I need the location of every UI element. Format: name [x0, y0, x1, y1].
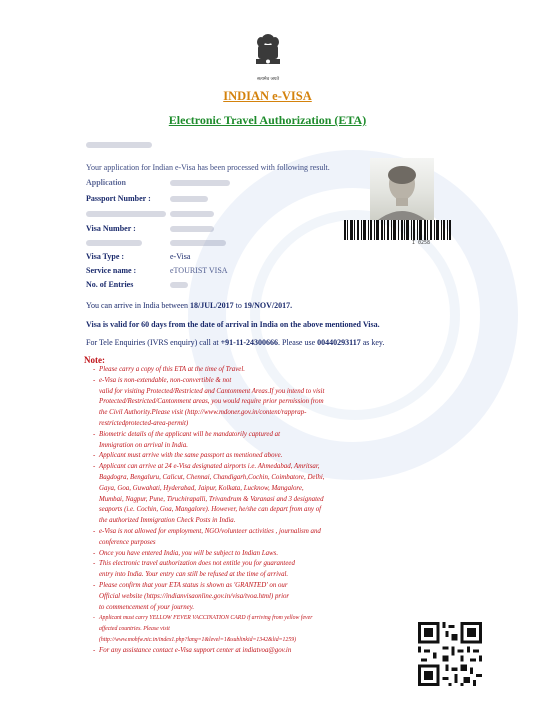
arrival-from-date: 18/JUL/2017 [190, 301, 234, 310]
note-text: e-Visa is not allowed for employment, NGO/volunteer activities , journalism and [99, 527, 321, 535]
note-text-continued: Mumbai, Nagpur, Pune, Tiruchirapalli, Trivandrum & Varanasi and 3 designated [99, 495, 324, 503]
note-text: Once you have entered India, you will be subject to Indian Laws. [99, 549, 279, 557]
page-subtitle: Electronic Travel Authorization (ETA) [168, 113, 367, 127]
redacted-application-id [170, 180, 230, 186]
note-bullet: - [93, 560, 96, 568]
note-bullet: - [93, 581, 96, 589]
note-text-continued: Protected/Restricted/Cantonment areas, you would require prior permission from [99, 398, 324, 406]
entries-label: No. of Entries [86, 280, 134, 289]
barcode [344, 220, 452, 242]
note-text: This electronic travel authorization does not entitle you for guaranteed [99, 560, 295, 568]
passport-label: Passport Number : [86, 194, 151, 203]
note-text-continued: Immigration on arrival in India. [99, 441, 189, 449]
note-bullet: - [93, 376, 96, 384]
service-name-value: eTOURIST VISA [170, 266, 228, 275]
note-text-continued: the authorized Immigration Check Posts in India. [99, 517, 236, 525]
validity-text: Visa is valid for 60 days from the date of arrival in India on the above mentioned Visa. [86, 320, 380, 329]
note-bullet: - [93, 430, 96, 438]
note-text-continued: entry into India. Your entry can still be refused at the time of arrival. [99, 571, 289, 579]
page-title: INDIAN e-VISA [223, 89, 312, 103]
visa-number-label: Visa Number : [86, 224, 136, 233]
arrival-window [86, 301, 292, 310]
note-item [93, 559, 393, 581]
notes-list [93, 365, 393, 657]
intro-text: Your application for Indian e-Visa has been processed with following result. [86, 163, 330, 172]
note-text-continued: (http://www.mohfw.nic.in/index1.php?lang=1&level=1&sublinkid=1342&lid=1259) [99, 636, 297, 643]
note-bullet: - [93, 549, 96, 557]
note-text: Applicant must carry YELLOW FEVER VACCINATION CARD if arriving from yellow fever [99, 615, 313, 622]
note-text-continued: the Civil Authority.Please visit (http://www.mdoner.gov.in/content/rapprap- [99, 409, 307, 417]
note-text-continued: conference purposes [99, 538, 156, 546]
note-text: Applicant must arrive with the same passport as mentioned above. [99, 452, 283, 460]
note-item [93, 365, 393, 376]
note-item [93, 527, 393, 549]
note-text-continued: to commencement of your journey. [99, 603, 195, 611]
emblem-caption: सत्यमेव जयते [256, 77, 280, 82]
national-emblem-icon [251, 32, 285, 78]
note-bullet: - [93, 366, 96, 373]
note-text-continued: Bagdogra, Bengaluru, Calicut, Chennai, Chandigarh,Cochin, Coimbatore, Delhi, [99, 473, 325, 481]
barcode-number: I 0258 [412, 240, 431, 246]
application-label: Application [86, 178, 127, 187]
note-text-continued: Gaya, Goa, Guwahati, Hyderabad, Jaipur, Kolkata, Lucknow, Mangalore, [99, 484, 304, 492]
enquiry-suffix: as key. [362, 338, 385, 347]
arrival-to-word: to [235, 301, 242, 310]
enquiry-prefix: For Tele Enquiries (IVRS enquiry) call at [86, 338, 219, 347]
note-text: Please confirm that your ETA status is shown as 'GRANTED' on our [99, 581, 288, 589]
note-bullet: - [93, 615, 95, 622]
visa-type-label: Visa Type : [86, 252, 125, 261]
note-item [93, 549, 393, 560]
visa-type-value: e-Visa [170, 252, 191, 261]
note-item [93, 462, 393, 527]
note-item [93, 581, 393, 613]
redacted-row [86, 240, 142, 246]
redacted-salutation [86, 142, 152, 148]
note-item [93, 613, 393, 645]
note-text: Applicant can arrive at 24 e-Visa designated airports i.e. Ahmedabad, Amritsar, [99, 463, 320, 471]
qr-code [418, 622, 482, 686]
note-text: For any assistance contact e-Visa support center at indiatvoa@gov.in [99, 646, 292, 654]
note-title: Note: [84, 355, 105, 365]
note-text: Please carry a copy of this ETA at the time of Travel. [99, 366, 245, 373]
note-bullet: - [93, 452, 96, 460]
note-bullet: - [93, 646, 96, 654]
note-text-continued: seaports (i.e. Cochin, Goa, Mangalore). However, he/she can depart from any of [99, 506, 322, 514]
redacted-value [170, 240, 226, 246]
enquiry-mid: . Please use [278, 338, 316, 347]
note-bullet: - [93, 463, 96, 471]
note-text: e-Visa is non-extendable, non-convertible & not [99, 376, 232, 384]
applicant-photo [370, 158, 434, 220]
enquiry-line [86, 338, 384, 347]
note-item [93, 376, 393, 430]
note-text-continued: Official website (https://indianvisaonline.gov.in/visa/tvoa.html) prior [99, 592, 290, 600]
redacted-visa-number [170, 226, 214, 232]
arrival-to-date: 19/NOV/2017. [243, 301, 293, 310]
redacted-entries [170, 282, 188, 288]
note-item [93, 430, 393, 452]
note-bullet: - [93, 527, 96, 535]
note-text-continued: valid for visiting Protected/Restricted and Cantonment Areas.If you intend to visit [99, 387, 325, 395]
note-text: Biometric details of the applicant will be mandatorily captured at [99, 430, 280, 438]
redacted-row [86, 211, 166, 217]
enquiry-key: 00440293117 [317, 338, 361, 347]
note-text-continued: affected countries. Please visit [99, 626, 170, 633]
service-name-label: Service name : [86, 266, 137, 275]
note-item [93, 646, 393, 657]
note-text-continued: restrictedprotected-area-permit) [99, 419, 189, 427]
arrival-prefix: You can arrive in India between [86, 301, 189, 310]
enquiry-phone: +91-11-24300666 [220, 338, 279, 347]
note-item [93, 451, 393, 462]
redacted-passport-number [170, 196, 208, 202]
redacted-value [170, 211, 214, 217]
